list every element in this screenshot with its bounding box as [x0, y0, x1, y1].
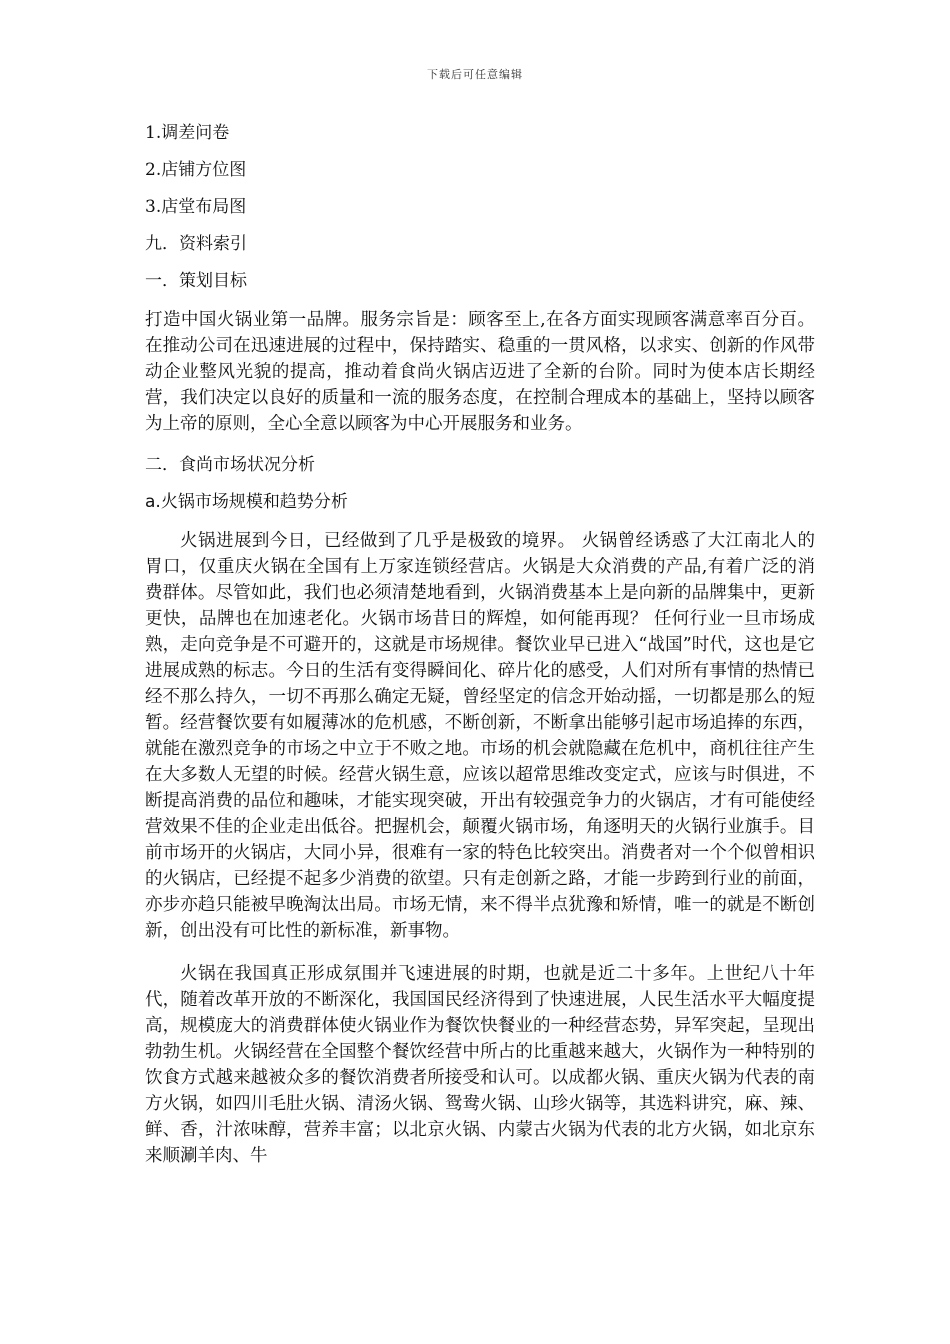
page-header: 下载后可任意编辑	[427, 68, 523, 81]
list-item: 九．资料索引	[145, 234, 247, 254]
list-item: 1.调差问卷	[145, 123, 230, 143]
document-body	[145, 122, 815, 1186]
market-paragraph-1: 火锅进展到今日，已经做到了几乎是极致的境界。 火锅曾经诱惑了大江南北人的胃口，仅重庆火锅在全国有上万家连锁经营店。火锅是大众消费的产品,有着广泛的消费群体。尽管如此，我们也必须清楚地看到，火锅消费基本上是向新的品牌集中，更新更快，品牌也在加速老化。火锅市场昔日的辉煌，如何能再现？ 任何行业一旦市场成熟，走向竞争是不可避开的，这就是市场规律。餐饮业早已进入“战国”时代，这也是它进展成熟的标志。今日的生活有变得瞬间化、碎片化的感受，人们对所有事情的热情已经不那么持久，一切不再那么确定无疑，曾经坚定的信念开始动摇，一切都是那么的短暂。经营餐饮要有如履薄冰的危机感，不断创新，不断拿出能够引起市场追捧的东西，就能在激烈竞争的市场之中立于不败之地。市场的机会就隐藏在危机中，商机往往产生在大多数人无望的时候。经营火锅生意，应该以超常思维改变定式，应该与时俱进，不断提高消费的品位和趣味，才能实现突破，开出有较强竞争力的火锅店，才有可能使经营效果不佳的企业走出低谷。把握机会，颠覆火锅市场，角逐明天的火锅行业旗手。目前市场开的火锅店，大同小异，很难有一家的特色比较突出。消费者对一个个似曾相识的火锅店，已经提不起多少消费的欲望。只有走创新之路，才能一步跨到行业的前面，亦步亦趋只能被早晚淘汰出局。市场无情，来不得半点犹豫和矫情，唯一的就是不断创新，创出没有可比性的新标准，新事物。	[145, 531, 815, 941]
list-item: 3.店堂布局图	[145, 197, 247, 217]
section-heading: 二．食尚市场状况分析	[145, 455, 315, 475]
section-heading: 一．策划目标	[145, 271, 247, 291]
goal-paragraph: 打造中国火锅业第一品牌。服务宗旨是：顾客至上,在各方面实现顾客满意率百分百。在推动公司在迅速进展的过程中，保持踏实、稳重的一贯风格，以求实、创新的作风带动企业整风光貌的提高，推动着食尚火锅店迈进了全新的台阶。同时为使本店长期经营，我们决定以良好的质量和一流的服务态度，在控制合理成本的基础上，坚持以顾客为上帝的原则，全心全意以顾客为中心开展服务和业务。	[145, 310, 815, 434]
subsection-heading: a.火锅市场规模和趋势分析	[145, 492, 348, 512]
market-paragraph-2: 火锅在我国真正形成氛围并飞速进展的时期，也就是近二十多年。上世纪八十年代，随着改革开放的不断深化，我国国民经济得到了快速进展，人民生活水平大幅度提高，规模庞大的消费群体使火锅业作为餐饮快餐业的一种经营态势，异军突起，呈现出勃勃生机。火锅经营在全国整个餐饮经营中所占的比重越来越大，火锅作为一种特别的饮食方式越来越被众多的餐饮消费者所接受和认可。以成都火锅、重庆火锅为代表的南方火锅，如四川毛肚火锅、清汤火锅、鸳鸯火锅、山珍火锅等，其选料讲究，麻、辣、鲜、香，汁浓味醇，营养丰富；以北京火锅、内蒙古火锅为代表的北方火锅，如北京东来顺涮羊肉、牛	[145, 964, 815, 1166]
list-item: 2.店铺方位图	[145, 160, 247, 180]
